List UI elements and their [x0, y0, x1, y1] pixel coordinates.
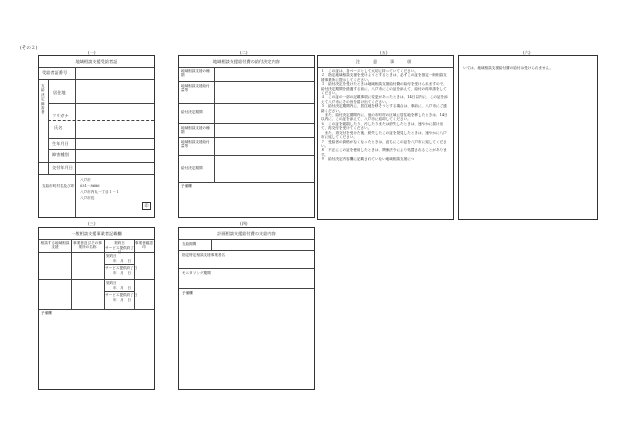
note-7: ７ 受給者の資格がなくなったときは、直ちにこの証を八戸市に返してください。 — [321, 139, 447, 148]
panel3-label: (三) — [88, 221, 96, 226]
note-6: ６ この証を破損したり、汚したりまたは紛失したときは、速やかに届け出て、再交付を受けてください。 — [321, 121, 444, 131]
panel2-remarks: 予備欄 — [181, 184, 192, 188]
panel1-certificate — [38, 55, 155, 218]
panel3-remarks: 予備欄 — [41, 311, 52, 315]
support-period-label: 支給期間 — [182, 242, 197, 246]
receiver-number-label: 受給者証番号 — [42, 70, 68, 75]
entry1-end-date: 年 月 日 — [113, 271, 131, 275]
note-4: ４ この証の一部の記載事項に変更があったときは、14日以内に、この証を添えて八戸市にその旨を届け出てください。 — [321, 95, 448, 104]
entry2-contract: 契約日 — [106, 281, 117, 285]
panel2-benefit-decision — [178, 55, 315, 218]
panel5-notes — [317, 55, 454, 220]
monitoring-period-label: モニタリング期間 — [182, 271, 211, 275]
support-amount-1: 地域相談支援給付量等 — [181, 84, 210, 93]
issue-date-label: 交付年月日 — [52, 165, 73, 170]
note-2: ２ 指定地域相談支援を受けようとするときは、必ずこの証を指定一般相談支援事業所に提示してください。 — [321, 73, 447, 82]
furigana-label: フリガナ — [52, 113, 69, 118]
header-support: 相談する地域相談支援 — [40, 241, 70, 250]
header-end: サービス提供終了日 — [105, 246, 134, 255]
panel5-label: (五) — [380, 50, 388, 55]
entry2-date: 年 月 日 — [113, 286, 131, 290]
notes-title-1: 注 — [356, 59, 361, 64]
panel4-label: (四) — [240, 221, 248, 226]
note-8: ８ 不正にこの証を使用したときは、関係法令により処罰されることがあります。 — [321, 148, 447, 157]
issuer-line-1: 八戸市 — [80, 178, 91, 182]
issuer-line-3: 八戸市内丸一丁目１－１ — [80, 190, 120, 194]
panel4-title: 計画相談支援給付費の支給内容 — [217, 231, 276, 236]
panel2-label: (二) — [240, 50, 248, 55]
entry2-end: サービス提供終了日 — [105, 293, 138, 297]
panel6-notes-cont — [458, 55, 598, 220]
birthdate-label: 生年月日 — [52, 141, 69, 146]
note-5b: また、給付決定期間内に、他の市町村の区域に居住地を移したときは、14日以内に、この証を添えて、八戸市に返却してください。 — [321, 113, 448, 122]
notes-title-4: 項 — [407, 59, 412, 64]
panel4-plan-support — [178, 227, 315, 390]
note-3: ３ 給付決定を受けたときは地域相談支援給付費の給付を受けられますので、給付決定期間を経過する前に、八戸市にこの証を添えて、給付の再申請をしてください。 — [321, 82, 447, 96]
note-1: １ この証は、各ページとして大切に持っていてください。 — [321, 69, 418, 73]
note-6b: また、再交付を受けた後、紛失したこの証を発見したときは、速やかに八戸市に返してください。 — [321, 130, 447, 140]
panel1-title: 地域相談支援受給者証 — [75, 59, 118, 64]
seal-stamp: 印 — [142, 202, 151, 210]
decision-period-2: 給付決定期間 — [181, 166, 203, 170]
notes-title-2: 意 — [373, 59, 378, 64]
note-9: ９ 給付決定内容欄に記載されていない地域相談支援につ — [321, 157, 415, 162]
designated-provider-label: 指定特定相談支援事業者名 — [182, 253, 226, 257]
panel3-provider-record — [38, 227, 155, 390]
entry2-end-date: 年 月 日 — [113, 298, 131, 302]
notes-title-3: 事 — [390, 59, 395, 64]
decision-period-1: 給付決定期間 — [181, 110, 203, 114]
panel4-remarks: 予備欄 — [182, 291, 193, 295]
issuer-label: 支給市町村名及び印 — [42, 184, 75, 188]
entry1-end: サービス提供終了日 — [105, 266, 138, 270]
note-5: ５ 給付決定期間内に、居住地を移そうとする場合は、事前に、八戸市にご連絡ください。 — [321, 104, 447, 113]
header-contract: 契約日 — [114, 241, 125, 245]
header-provider: 事業者及びその事業所の名称 — [73, 241, 102, 250]
panel3-title: 一般相談支援事業者記載欄 — [71, 231, 122, 236]
support-type-2: 地域相談支援の種類 — [181, 126, 210, 135]
issuer-line-4: 八戸市長 — [80, 196, 95, 200]
issuer-line-2: 031－8686 — [80, 184, 100, 188]
panel6-text: いては、地域相談支援給付費の給付は受けられません。 — [463, 66, 554, 70]
residence-label: 居住地 — [53, 90, 66, 95]
support-type-1: 地域相談支援の種類 — [181, 69, 210, 78]
page-label: (その２) — [20, 46, 38, 51]
notes-list — [321, 69, 450, 162]
panel2-title: 地域相談支援給付費の給付決定内容 — [212, 59, 280, 64]
entry1-date: 年 月 日 — [113, 259, 131, 263]
name-label: 氏名 — [54, 125, 63, 130]
panel1-label: (一) — [88, 50, 96, 55]
disability-type-label: 障害種別 — [52, 152, 69, 157]
support-amount-2: 地域相談支援給付量等 — [181, 140, 210, 149]
recipient-side-label: 支給決定障害者 — [41, 84, 45, 115]
header-confirm: 事業者確認印 — [135, 241, 153, 250]
panel6-label: (六) — [523, 50, 531, 55]
entry1-contract: 契約日 — [106, 254, 117, 258]
